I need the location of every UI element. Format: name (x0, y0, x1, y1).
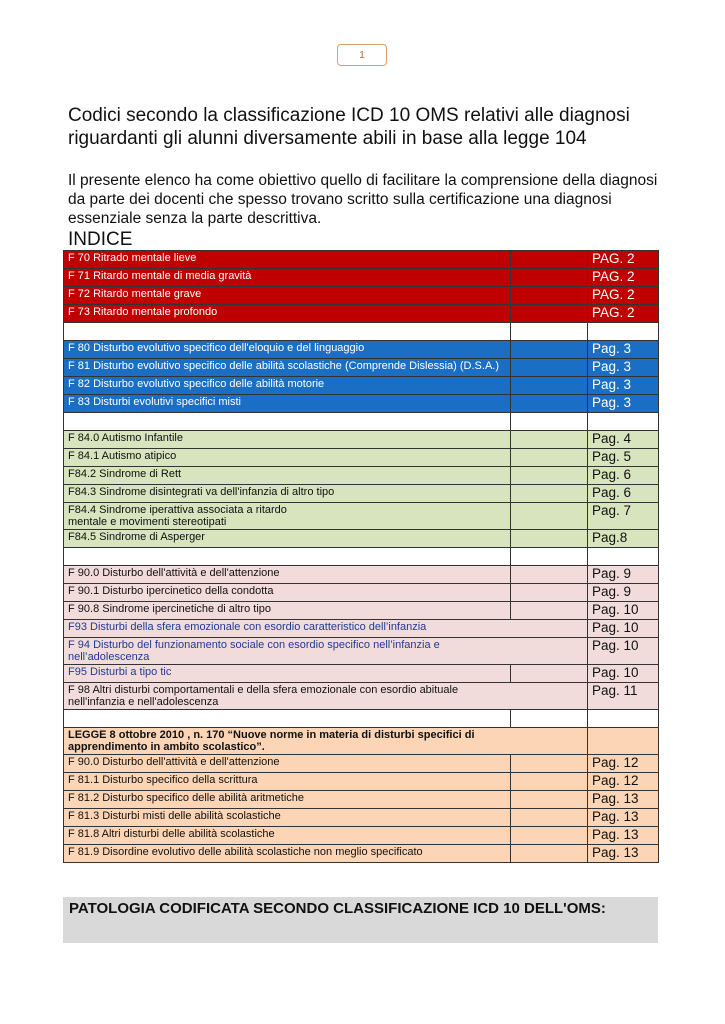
row-page: Pag. 12 (588, 755, 659, 773)
index-table (63, 250, 659, 863)
section-heading: PATOLOGIA CODIFICATA SECONDO CLASSIFICAZIONE ICD 10 DELL'OMS: (63, 897, 658, 943)
table-row (64, 755, 659, 773)
row-page: Pag. 10 (588, 638, 659, 665)
row-page: Pag. 9 (588, 584, 659, 602)
table-row (64, 251, 659, 269)
row-page: PAG. 2 (588, 287, 659, 305)
row-label: F 80 Disturbo evolutivo specifico dell'eloquio e del linguaggio (64, 341, 511, 359)
row-page: PAG. 2 (588, 269, 659, 287)
row-label: F95 Disturbi a tipo tic (64, 665, 511, 683)
row-page: Pag. 10 (588, 665, 659, 683)
table-row (64, 620, 659, 638)
table-row (64, 773, 659, 791)
table-row (64, 269, 659, 287)
row-label: F 72 Ritardo mentale grave (64, 287, 511, 305)
table-row (64, 566, 659, 584)
table-row (64, 638, 659, 665)
law-heading-row (64, 728, 659, 755)
table-row (64, 683, 659, 710)
spacer-row (64, 548, 659, 566)
page-number-badge: 1 (337, 44, 387, 66)
row-label: F 81.1 Disturbo specifico della scrittura (64, 773, 511, 791)
row-page: Pag. 3 (588, 395, 659, 413)
row-label: F 82 Disturbo evolutivo specifico delle abilità motorie (64, 377, 511, 395)
table-row (64, 449, 659, 467)
row-label: F 90.8 Sindrome ipercinetiche di altro tipo (64, 602, 511, 620)
table-row (64, 485, 659, 503)
index-heading: INDICE (68, 229, 133, 250)
row-label: F84.4 Sindrome iperattiva associata a ritardo mentale e movimenti stereotipati (64, 503, 511, 530)
table-row (64, 305, 659, 323)
table-row (64, 467, 659, 485)
row-label: F 81.8 Altri disturbi delle abilità scolastiche (64, 827, 511, 845)
row-label: F 84.1 Autismo atipico (64, 449, 511, 467)
table-row (64, 431, 659, 449)
table-row (64, 809, 659, 827)
row-page: Pag. 4 (588, 431, 659, 449)
spacer-row (64, 710, 659, 728)
table-row (64, 791, 659, 809)
row-page: Pag. 13 (588, 809, 659, 827)
row-label: F 73 Ritardo mentale profondo (64, 305, 511, 323)
table-row (64, 287, 659, 305)
row-label: F 83 Disturbi evolutivi specifici misti (64, 395, 511, 413)
row-page: Pag. 9 (588, 566, 659, 584)
row-page: PAG. 2 (588, 251, 659, 269)
row-page: Pag. 10 (588, 620, 659, 638)
table-row (64, 665, 659, 683)
row-label: F 90.0 Disturbo dell'attività e dell'attenzione (64, 566, 511, 584)
row-page: Pag. 13 (588, 845, 659, 863)
table-row (64, 395, 659, 413)
table-row (64, 359, 659, 377)
row-label: F 94 Disturbo del funzionamento sociale con esordio specifico nell’infanzia e nell’adolescenza (64, 638, 588, 665)
table-row (64, 602, 659, 620)
table-row (64, 584, 659, 602)
row-label: F84.2 Sindrome di Rett (64, 467, 511, 485)
spacer-row (64, 413, 659, 431)
row-page: Pag. 7 (588, 503, 659, 530)
table-row (64, 377, 659, 395)
intro-paragraph: Il presente elenco ha come obiettivo quello di facilitare la comprensione della diagnosi da parte dei docenti che spesso trovano scritto sulla certificazione una diagnosi essenziale senza la parte descrittiva. (68, 172, 658, 227)
row-page: PAG. 2 (588, 305, 659, 323)
row-page: Pag. 13 (588, 791, 659, 809)
row-label: F 81.9 Disordine evolutivo delle abilità scolastiche non meglio specificato (64, 845, 511, 863)
table-row (64, 341, 659, 359)
row-page: Pag. 13 (588, 827, 659, 845)
row-label: F 81.3 Disturbi misti delle abilità scolastiche (64, 809, 511, 827)
row-page: Pag. 3 (588, 377, 659, 395)
row-page: Pag. 6 (588, 485, 659, 503)
row-label: F 90.0 Disturbo dell'attività e dell'attenzione (64, 755, 511, 773)
table-row (64, 845, 659, 863)
document-title: Codici secondo la classificazione ICD 10 OMS relativi alle diagnosi riguardanti gli alunni diversamente abili in base alla legge 104 (68, 105, 630, 149)
row-label: F 81 Disturbo evolutivo specifico delle abilità scolastiche (Comprende Dislessia) (D.S.A.) (64, 359, 511, 377)
row-page: Pag. 10 (588, 602, 659, 620)
table-row (64, 827, 659, 845)
row-page: Pag.8 (588, 530, 659, 548)
row-label: F 90.1 Disturbo ipercinetico della condotta (64, 584, 511, 602)
law-heading: LEGGE 8 ottobre 2010 , n. 170 “Nuove norme in materia di disturbi specifici di apprendimento in ambito scolastico”. (64, 728, 588, 755)
table-row (64, 530, 659, 548)
row-label: F 81.2 Disturbo specifico delle abilità aritmetiche (64, 791, 511, 809)
row-page: Pag. 11 (588, 683, 659, 710)
row-label: F 71 Ritardo mentale di media gravità (64, 269, 511, 287)
row-page: Pag. 3 (588, 341, 659, 359)
row-page: Pag. 3 (588, 359, 659, 377)
row-label: F 84.0 Autismo Infantile (64, 431, 511, 449)
row-label: F93 Disturbi della sfera emozionale con esordio caratteristico dell’infanzia (64, 620, 588, 638)
row-label: F84.5 Sindrome di Asperger (64, 530, 511, 548)
row-label: F 70 Ritrado mentale lieve (64, 251, 511, 269)
spacer-row (64, 323, 659, 341)
row-label: F 98 Altri disturbi comportamentali e della sfera emozionale con esordio abituale nell'infanzia e nell'adolescenza (64, 683, 588, 710)
row-label: F84.3 Sindrome disintegrati va dell'infanzia di altro tipo (64, 485, 511, 503)
row-page: Pag. 5 (588, 449, 659, 467)
row-page: Pag. 12 (588, 773, 659, 791)
row-page: Pag. 6 (588, 467, 659, 485)
table-row (64, 503, 659, 530)
